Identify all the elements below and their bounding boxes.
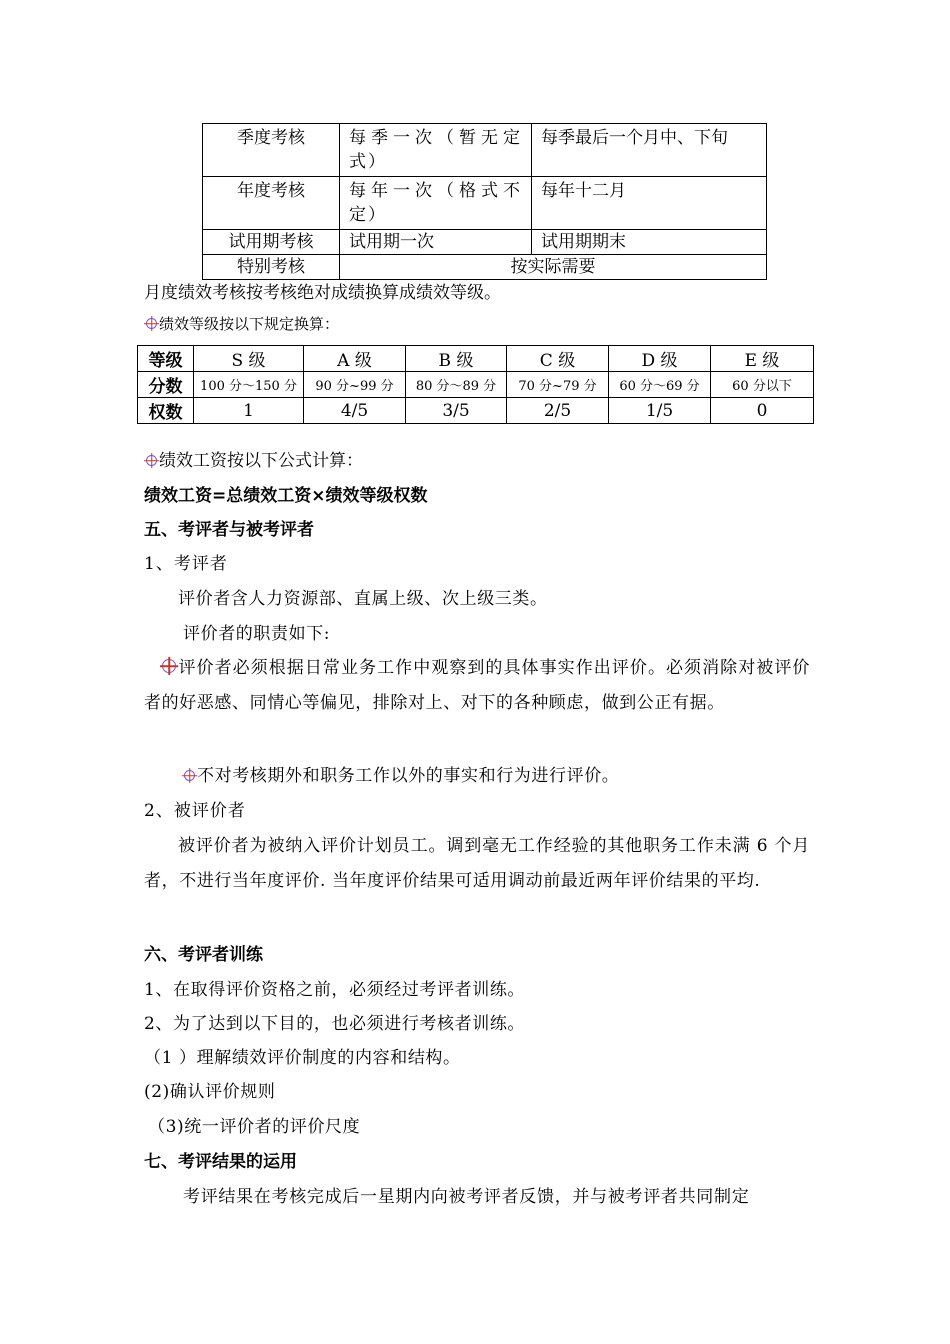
- section7-p1: 考评结果在考核完成后一星期内向被考评者反馈，并与被考评者共同制定: [183, 1187, 750, 1207]
- duty1-text: 评价者必须根据日常业务工作中观察到的具体事实作出评价。必须消除对被评价者的好恶感、同情心等偏见，排除对上、对下的各种顾虑，做到公正有据。: [144, 658, 810, 713]
- section6-l1: 1、在取得评价资格之前，必须经过考评者训练。: [144, 980, 526, 1000]
- cell-type: 季度考核: [203, 124, 340, 177]
- section5-p1: 评价者含人力资源部、直属上级、次上级三类。: [178, 589, 548, 609]
- cell-time: 试用期期末: [532, 230, 767, 255]
- section6-l2: 2、为了达到以下目的，也必须进行考核者训练。: [144, 1014, 526, 1034]
- cell-type: 试用期考核: [203, 230, 340, 255]
- score-cell: 80 分～89 分: [406, 372, 507, 398]
- grade-cell: A 级: [304, 346, 406, 372]
- section5-sub2: 2、被评价者: [144, 801, 246, 821]
- crosshair-bullet-icon: [184, 770, 195, 781]
- weight-cell: 4/5: [304, 398, 406, 424]
- duty2-text: 不对考核期外和职务工作以外的事实和行为进行评价。: [197, 766, 620, 786]
- table-row: [203, 230, 767, 255]
- crosshair-bullet-icon: [146, 455, 157, 466]
- score-cell: 100 分～150 分: [194, 372, 304, 398]
- weight-cell: 1/5: [609, 398, 711, 424]
- monthly-conversion-text: 月度绩效考核按考核绝对成绩换算成绩效等级。: [144, 283, 501, 303]
- grade-cell: E 级: [711, 346, 814, 372]
- duty-paragraph-2: [184, 762, 619, 790]
- cell-type: 年度考核: [203, 177, 340, 230]
- table-row-grade: [138, 346, 814, 372]
- row-label: 权数: [138, 398, 194, 424]
- cell-time: 每季最后一个月中、下旬: [532, 124, 767, 177]
- score-cell: 60 分～69 分: [609, 372, 711, 398]
- score-cell: 60 分以下: [711, 372, 814, 398]
- section6-l3: （1 ）理解绩效评价制度的内容和结构。: [144, 1048, 461, 1068]
- weight-cell: 0: [711, 398, 814, 424]
- score-cell: 70 分~79 分: [507, 372, 609, 398]
- row-label: 等级: [138, 346, 194, 372]
- cell-freq: 每季一次（暂无定式）: [340, 124, 532, 177]
- score-cell: 90 分~99 分: [304, 372, 406, 398]
- cell-merged: 按实际需要: [340, 255, 767, 280]
- section6-l4: (2)确认评价规则: [144, 1082, 276, 1102]
- weight-cell: 1: [194, 398, 304, 424]
- grade-cell: D 级: [609, 346, 711, 372]
- wage-rule-text: 绩效工资按以下公式计算：: [159, 451, 363, 471]
- table-row-weight: [138, 398, 814, 424]
- grade-table: [137, 345, 814, 424]
- cell-time: 每年十二月: [532, 177, 767, 230]
- crosshair-bullet-icon: [162, 659, 176, 673]
- section7-title: 七、考评结果的运用: [144, 1152, 297, 1172]
- section6-title: 六、考评者训练: [144, 945, 263, 965]
- section5-p2: 评价者的职责如下:: [183, 624, 331, 644]
- review-schedule-table: [202, 123, 767, 280]
- section5-sub1: 1、考评者: [144, 554, 228, 574]
- weight-cell: 2/5: [507, 398, 609, 424]
- duty-paragraph-1: [144, 651, 810, 721]
- grade-cell: S 级: [194, 346, 304, 372]
- grade-rule-line: [146, 310, 339, 338]
- table-row: [203, 177, 767, 230]
- table-row-score: [138, 372, 814, 398]
- grade-rule-text: 绩效等级按以下规定换算：: [159, 315, 340, 333]
- wage-formula: 绩效工资=总绩效工资×绩效等级权数: [144, 486, 428, 506]
- cell-type: 特别考核: [203, 255, 340, 280]
- wage-rule-line: [146, 447, 363, 475]
- cell-freq: 每年一次（格式不定）: [340, 177, 532, 230]
- weight-cell: 3/5: [406, 398, 507, 424]
- section5-title: 五、考评者与被考评者: [144, 520, 314, 540]
- row-label: 分数: [138, 372, 194, 398]
- crosshair-bullet-icon: [146, 318, 157, 329]
- table-row: [203, 255, 767, 280]
- cell-freq: 试用期一次: [340, 230, 532, 255]
- grade-cell: B 级: [406, 346, 507, 372]
- table-row: [203, 124, 767, 177]
- grade-cell: C 级: [507, 346, 609, 372]
- section6-l5: （3)统一评价者的评价尺度: [148, 1117, 361, 1137]
- section5-p3: 被评价者为被纳入评价计划员工。调到毫无工作经验的其他职务工作未满 6 个月者，不进行当年度评价. 当年度评价结果可适用调动前最近两年评价结果的平均.: [144, 836, 810, 891]
